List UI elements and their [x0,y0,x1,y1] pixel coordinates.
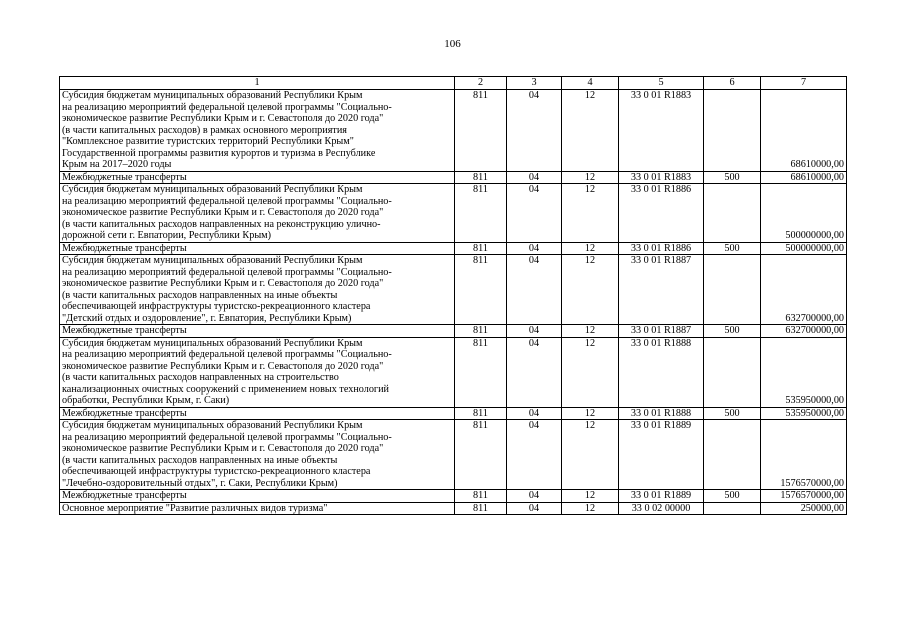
table-row [60,407,847,420]
target-article-code: 33 0 01 R1883 [619,171,704,184]
ministry-code: 811 [455,337,507,407]
subsection-code: 12 [562,171,619,184]
target-article-code: 33 0 01 R1886 [619,184,704,243]
budget-table [59,76,847,515]
subsection-code: 12 [562,490,619,503]
expense-type-code [704,90,761,172]
section-code: 04 [507,502,562,515]
column-number: 3 [507,77,562,90]
ministry-code: 811 [455,490,507,503]
target-article-code: 33 0 01 R1888 [619,407,704,420]
ministry-code: 811 [455,325,507,338]
subsection-code: 12 [562,502,619,515]
ministry-code: 811 [455,184,507,243]
column-number: 2 [455,77,507,90]
amount: 1576570000,00 [761,490,847,503]
section-code: 04 [507,490,562,503]
expense-type-code: 500 [704,325,761,338]
table-row [60,90,847,172]
column-number-row [60,77,847,90]
amount: 500000000,00 [761,184,847,243]
column-number: 7 [761,77,847,90]
ministry-code: 811 [455,242,507,255]
table-row [60,255,847,325]
section-code: 04 [507,407,562,420]
section-code: 04 [507,171,562,184]
expense-type-code [704,184,761,243]
column-number: 6 [704,77,761,90]
table-row [60,490,847,503]
table-row [60,171,847,184]
target-article-code: 33 0 02 00000 [619,502,704,515]
expense-type-code: 500 [704,171,761,184]
row-description: Субсидия бюджетам муниципальных образований Республики Крым на реализацию мероприятий федеральной целевой программы "Социально- экономическое развитие Республики Крым и г. Севастополя до 2020 года" (в части капитальных расходов направленных на реконструкцию улично- дорожной сети г. Евпатории, Республики Крым) [60,184,455,243]
subsection-code: 12 [562,90,619,172]
amount: 632700000,00 [761,325,847,338]
amount: 632700000,00 [761,255,847,325]
amount: 68610000,00 [761,90,847,172]
target-article-code: 33 0 01 R1889 [619,490,704,503]
subsection-code: 12 [562,255,619,325]
section-code: 04 [507,337,562,407]
target-article-code: 33 0 01 R1888 [619,337,704,407]
target-article-code: 33 0 01 R1887 [619,255,704,325]
row-description: Субсидия бюджетам муниципальных образований Республики Крым на реализацию мероприятий федеральной целевой программы "Социально- экономическое развитие Республики Крым и г. Севастополя до 2020 года" (в части капитальных расходов направленных на иные объекты обеспечивающей инфраструктуры туристско-рекреационного кластера "Детский отдых и оздоровление", г. Евпатория, Республики Крым) [60,255,455,325]
table-row [60,184,847,243]
table-row [60,325,847,338]
row-description: Межбюджетные трансферты [60,171,455,184]
section-code: 04 [507,420,562,490]
amount: 1576570000,00 [761,420,847,490]
table-row [60,502,847,515]
expense-type-code [704,337,761,407]
target-article-code: 33 0 01 R1883 [619,90,704,172]
row-description: Межбюджетные трансферты [60,242,455,255]
row-description: Межбюджетные трансферты [60,407,455,420]
row-description: Субсидия бюджетам муниципальных образований Республики Крым на реализацию мероприятий федеральной целевой программы "Социально- экономическое развитие Республики Крым и г. Севастополя до 2020 года" (в части капитальных расходов направленных на иные объекты обеспечивающей инфраструктуры туристско-рекреационного кластера "Лечебно-оздоровительный отдых", г. Саки, Республики Крым) [60,420,455,490]
subsection-code: 12 [562,325,619,338]
target-article-code: 33 0 01 R1889 [619,420,704,490]
section-code: 04 [507,184,562,243]
ministry-code: 811 [455,407,507,420]
expense-type-code: 500 [704,242,761,255]
subsection-code: 12 [562,407,619,420]
row-description: Основное мероприятие "Развитие различных видов туризма" [60,502,455,515]
expense-type-code: 500 [704,490,761,503]
page-number: 106 [444,38,461,50]
expense-type-code [704,502,761,515]
table-row [60,242,847,255]
subsection-code: 12 [562,242,619,255]
column-number: 1 [60,77,455,90]
amount: 250000,00 [761,502,847,515]
expense-type-code [704,420,761,490]
section-code: 04 [507,255,562,325]
table-row [60,337,847,407]
expense-type-code [704,255,761,325]
table-row [60,420,847,490]
amount: 535950000,00 [761,337,847,407]
subsection-code: 12 [562,337,619,407]
amount: 500000000,00 [761,242,847,255]
ministry-code: 811 [455,90,507,172]
column-number: 4 [562,77,619,90]
ministry-code: 811 [455,171,507,184]
subsection-code: 12 [562,184,619,243]
ministry-code: 811 [455,502,507,515]
row-description: Межбюджетные трансферты [60,325,455,338]
section-code: 04 [507,242,562,255]
subsection-code: 12 [562,420,619,490]
row-description: Межбюджетные трансферты [60,490,455,503]
amount: 535950000,00 [761,407,847,420]
section-code: 04 [507,325,562,338]
row-description: Субсидия бюджетам муниципальных образований Республики Крым на реализацию мероприятий федеральной целевой программы "Социально- экономическое развитие Республики Крым и г. Севастополя до 2020 года" (в части капитальных расходов) в рамках основного мероприятия "Комплексное развитие туристских территорий Республики Крым" Государственной программы развития курортов и туризма в Республике Крым на 2017–2020 годы [60,90,455,172]
amount: 68610000,00 [761,171,847,184]
column-number: 5 [619,77,704,90]
ministry-code: 811 [455,420,507,490]
expense-type-code: 500 [704,407,761,420]
row-description: Субсидия бюджетам муниципальных образований Республики Крым на реализацию мероприятий федеральной целевой программы "Социально- экономическое развитие Республики Крым и г. Севастополя до 2020 года" (в части капитальных расходов направленных на строительство канализационных очистных сооружений с применением новых технологий обработки, Республики Крым, г. Саки) [60,337,455,407]
target-article-code: 33 0 01 R1886 [619,242,704,255]
target-article-code: 33 0 01 R1887 [619,325,704,338]
section-code: 04 [507,90,562,172]
ministry-code: 811 [455,255,507,325]
